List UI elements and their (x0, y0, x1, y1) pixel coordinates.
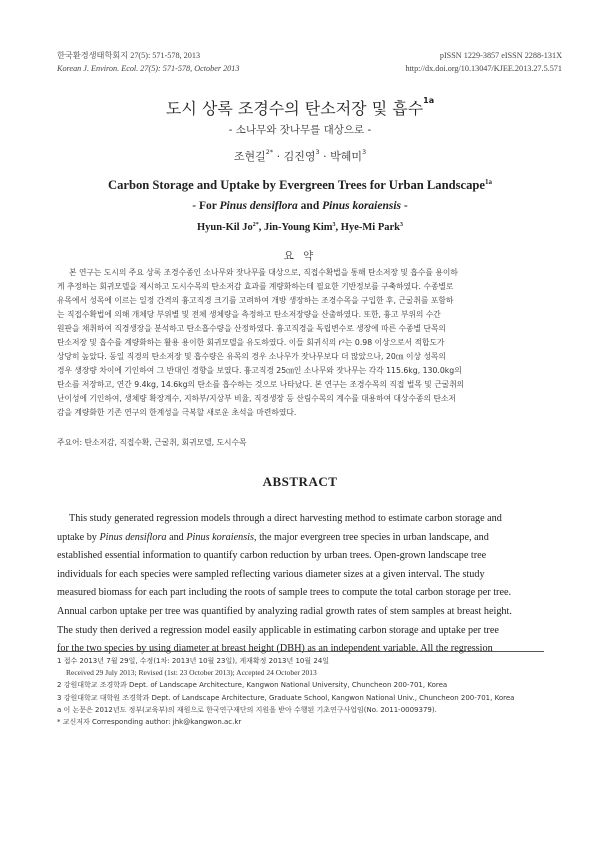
author-en-1: Hyun-Kil Jo (197, 222, 253, 233)
abstract-en-line: The study then derived a regression model easily applicable in estimating carbon storage and uptake per tree (57, 624, 499, 636)
footnote-item (57, 692, 557, 704)
abstract-kr-line: 게 추정하는 회귀모델을 제시하고 도시수목의 탄소저감 효과를 계량화하는데 필요한 기반정보를 구축하였다. 수종별로 (57, 282, 454, 291)
title-en: Carbon Storage and Uptake by Evergreen Trees for Urban Landscape$^{1a}$ (107, 178, 492, 192)
abstract-en-line: individuals for each species were sampled reflecting various diameter sizes at a given interval. The study (57, 568, 485, 580)
footnote-text: 강원대학교 대학원 조경학과 Dept. of Landscape Architecture, Graduate School, Kangwon National Univ., Chuncheon 200-701, Korea (63, 693, 515, 702)
journal-name-en: Korean J. Environ. Ecol. 27(5): 571-578, October 2013 (57, 64, 240, 73)
abstract-kr-line: 탄소저장 및 흡수를 계량화하는 활용 용이한 회귀모델을 유도하였다. 이들 회귀식의 r²는 0.98 이상으로서 적합도가 (57, 338, 445, 347)
footnote-mark: 3 (57, 693, 64, 702)
footnote-mark: 1 (57, 657, 64, 665)
abstract-kr-body (57, 266, 544, 420)
journal-name-kr: 한국환경생태학회지 27(5): 571-578, 2013 (57, 51, 201, 60)
species-name: Pinus koraiensis (186, 531, 254, 543)
author-kr-3: 박혜미 (330, 150, 363, 163)
footnote-item (57, 679, 557, 691)
issn: pISSN 1229-3857 eISSN 2288-131X (439, 51, 562, 60)
species-name: Pinus densiflora (219, 200, 298, 212)
footnote-text: 접수 2013년 7월 29일, 수정(1차: 2013년 10월 23일), 게재확정 2013년 10월 24일 (63, 657, 330, 665)
abstract-kr-line: 탄소를 저장하고, 연간 9.4kg, 14.6kg의 탄소를 흡수하는 것으로 나타났다. 본 연구는 조경수목의 직접 벌목 및 근굴취의 (57, 380, 465, 389)
authors-en: Hyun-Kil $Jo^{2*}$, Jin-Young Kim$^3$, Hye-Mi Park$^3$ (197, 222, 403, 233)
title-kr: 도시 상록 조경수의 탄소저장 및 흡수$^{1a}$ (165, 96, 435, 118)
footnote-text: 강원대학교 조경학과 Dept. of Landscape Architecture, Kangwon National University, Chuncheon 200-701, Korea (63, 681, 448, 690)
abstract-heading: ABSTRACT (262, 474, 338, 489)
author-kr-1: 조현길 (233, 150, 266, 163)
species-name: Pinus densiflora (99, 531, 167, 543)
abstract-kr-line: 상당히 높았다. 동일 직경의 탄소저장 및 흡수량은 유목의 경우 소나무가 잣나무보다 더 많았으나, 20㎝ 이상 성목의 (57, 352, 446, 361)
author-kr-2: 김진영 (283, 150, 316, 163)
abstract-kr-line: 본 연구는 도시의 주요 상록 조경수종인 소나무와 잣나무를 대상으로, 직접수확법을 통해 탄소저장 및 흡수를 용이하 (69, 268, 458, 277)
abstract-en-line: for the two species by using diameter at breast height (DBH) as an independent variable. All the regression (57, 643, 493, 655)
doi-link[interactable]: http://dx.doi.org/10.13047/KJEE.2013.27.5.571 (405, 64, 562, 73)
footnote-mark: a (57, 705, 64, 714)
abstract-kr-line: 유목에서 성목에 이르는 일정 간격의 흉고직경 크기를 고려하여 개방 생장하는 조경수목을 구입한 후, 근굴취를 포함하 (57, 296, 454, 305)
abstract-kr-line: 는 직접수확법에 의해 개체당 부위별 및 전체 생체량을 측정하고 탄소저장량을 산출하였다. 또한, 흉고 부위의 수간 (57, 310, 441, 319)
footnotes (57, 655, 557, 728)
footnote-item (57, 667, 557, 679)
abstract-en-line: uptake by Pinus densiflora and Pinus koraiensis, the major evergreen tree species in urban landscape, and (57, 531, 489, 543)
journal-citation (57, 49, 239, 75)
authors-kr: 조현길$^{2*}$ · 김진영$^3$ · 박혜미$^3$ (233, 148, 367, 163)
abstract-en-line: Annual carbon uptake per tree was quantified by analyzing radial growth rates of stem samples at breast height. (57, 605, 512, 617)
author-en-2: Jin-Young Kim (263, 222, 333, 233)
abstract-en-line: This study generated regression models through a direct harvesting method to estimate carbon storage and (69, 513, 502, 524)
abstract-kr-line: 경우 생장량 차이에 기인하여 그 반대인 경향을 보였다. 흉고직경 25㎝인 소나무와 잣나무는 각각 115.6kg, 130.0kg의 (57, 366, 462, 375)
abstract-en-line: established essential information to quantify carbon reduction by urban trees. Open-grown landscape tree (57, 550, 487, 562)
abstract-kr-line: 감을 계량화한 기존 연구의 한계성을 극복할 새로운 초석을 마련하였다. (57, 408, 297, 417)
title-kr-footnote-mark: 1a (423, 96, 435, 105)
footnote-text: 교신저자 Corresponding author: jhk@kangwon.ac.kr (62, 717, 242, 726)
footnote-item (57, 716, 557, 728)
abstract-kr-line: 원판을 채취하여 직경생장을 분석하고 탄소흡수량을 산정하였다. 흉고직경을 독립변수로 생장에 따른 수종별 단목의 (57, 324, 446, 333)
abstract-en-line: measured biomass for each part including the roots of sample trees to compute the total carbon storage per tree. (57, 587, 512, 599)
author-en-3: Hye-Mi Park (340, 222, 400, 233)
keywords-kr: 주요어: 탄소저감, 직접수확, 근굴취, 회귀모델, 도시수목 (57, 438, 247, 447)
subtitle-en: - For Pinus densiflora and Pinus koraiensis - (192, 200, 408, 212)
abstract-kr-heading: 요 약 (283, 250, 317, 262)
journal-identifiers (405, 49, 562, 75)
footnote-divider (57, 651, 544, 652)
footnote-mark: 2 (57, 681, 64, 690)
footnote-item (57, 655, 557, 667)
subtitle-kr: - 소나무와 잣나무를 대상으로 - (228, 124, 372, 136)
footnote-text: Received 29 July 2013; Revised (1st: 23 October 2013); Accepted 24 October 2013 (66, 668, 317, 678)
abstract-kr-line: 난이성에 기인하여, 생체량 확장계수, 지하부/지상부 비율, 직경생장 등 산림수목의 계수를 대용하여 대상수종의 탄소저 (57, 394, 456, 403)
footnote-item (57, 704, 557, 716)
species-name: Pinus koraiensis (322, 200, 402, 212)
footnote-text: 이 논문은 2012년도 정부(교육부)의 재원으로 한국연구재단의 지원을 받아 수행된 기초연구사업임(No. 2011-0009379). (63, 705, 437, 714)
footnote-mark: * (57, 717, 63, 726)
abstract-en-body (57, 510, 544, 659)
